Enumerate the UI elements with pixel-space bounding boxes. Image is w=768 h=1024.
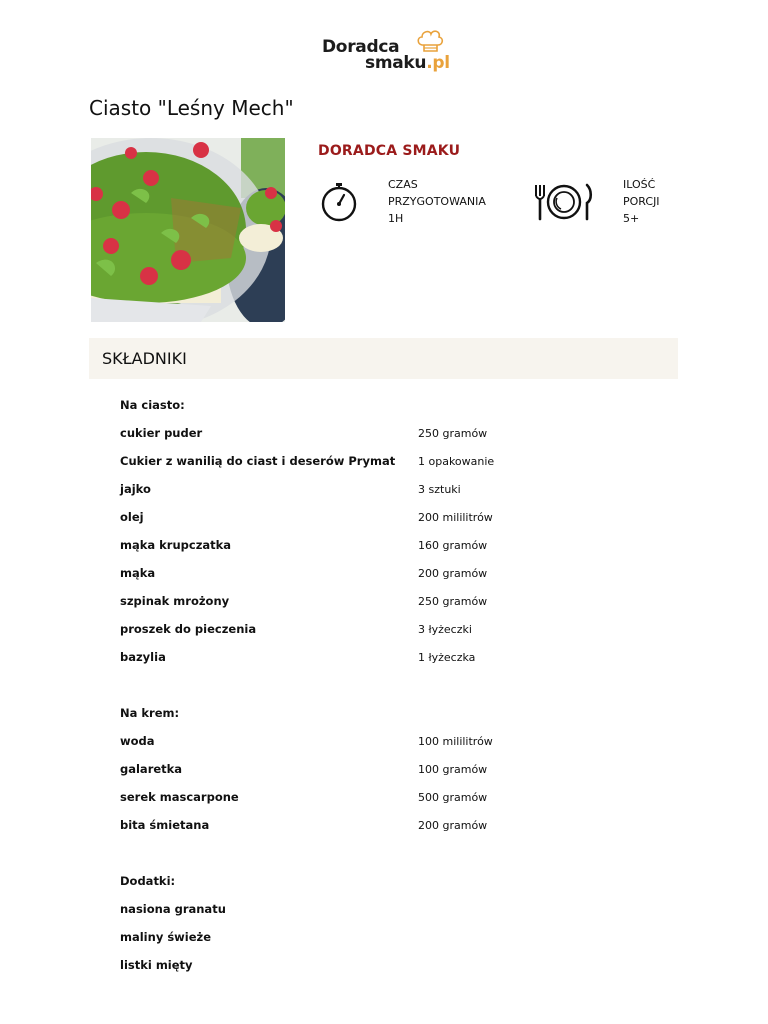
portions-stat (623, 176, 660, 227)
prep-time-label-1: CZAS (388, 178, 418, 191)
ingredient-amount: 3 łyżeczki (418, 623, 472, 636)
ingredient-amount: 160 gramów (418, 539, 488, 552)
ingredient-name: woda (120, 734, 155, 748)
ingredient-row (120, 952, 680, 980)
ingredient-row (120, 728, 680, 756)
ingredient-name: Cukier z wanilią do ciast i deserów Prymat (120, 454, 396, 468)
ingredient-name: szpinak mrożony (120, 594, 230, 608)
ingredient-row (120, 784, 680, 812)
ingredient-row (120, 532, 680, 560)
ingredient-row (120, 448, 680, 476)
ingredient-name: mąka (120, 566, 156, 580)
ingredient-group-title-row (120, 868, 680, 896)
portions-label-1: ILOŚĆ (623, 178, 656, 191)
ingredient-name: cukier puder (120, 426, 203, 440)
ingredient-amount: 1 opakowanie (418, 455, 495, 468)
ingredient-amount: 200 gramów (418, 819, 488, 832)
chef-hat-icon (416, 28, 444, 54)
ingredient-group-title: Dodatki: (120, 874, 176, 888)
ingredient-name: listki mięty (120, 958, 193, 972)
ingredient-name: jajko (120, 482, 151, 496)
group-spacer (120, 840, 680, 868)
ingredients-header (89, 338, 678, 379)
ingredient-group-title: Na krem: (120, 706, 180, 720)
ingredients-list (120, 392, 680, 980)
logo-suffix: .pl (426, 53, 450, 73)
ingredient-amount: 1 łyżeczka (418, 651, 476, 664)
recipe-photo (91, 138, 285, 322)
ingredients-heading: SKŁADNIKI (102, 349, 187, 368)
ingredient-amount: 100 mililitrów (418, 735, 493, 748)
ingredient-amount: 200 gramów (418, 567, 488, 580)
ingredient-row (120, 812, 680, 840)
group-spacer (120, 672, 680, 700)
ingredient-group-title-row (120, 700, 680, 728)
ingredient-row (120, 896, 680, 924)
ingredient-amount: 500 gramów (418, 791, 488, 804)
ingredient-row (120, 504, 680, 532)
ingredient-row (120, 420, 680, 448)
recipe-title: Ciasto "Leśny Mech" (89, 96, 294, 120)
ingredient-name: bita śmietana (120, 818, 210, 832)
ingredient-group-title-row (120, 392, 680, 420)
ingredient-amount: 250 gramów (418, 427, 488, 440)
ingredient-amount: 250 gramów (418, 595, 488, 608)
logo-text-line2: smaku.pl (365, 53, 450, 73)
ingredient-name: serek mascarpone (120, 790, 239, 804)
ingredient-row (120, 616, 680, 644)
prep-time-stat (388, 176, 486, 227)
ingredient-row (120, 644, 680, 672)
ingredient-name: proszek do pieczenia (120, 622, 257, 636)
ingredient-amount: 100 gramów (418, 763, 488, 776)
ingredient-name: mąka krupczatka (120, 538, 232, 552)
site-logo[interactable] (322, 28, 452, 74)
ingredient-group-title: Na ciasto: (120, 398, 185, 412)
ingredient-row (120, 588, 680, 616)
ingredient-name: maliny świeże (120, 930, 212, 944)
brand-label: DORADCA SMAKU (318, 143, 461, 159)
prep-time-value: 1H (388, 212, 404, 225)
portions-label-2: PORCJI (623, 195, 660, 208)
ingredient-row (120, 924, 680, 952)
portions-value: 5+ (623, 212, 640, 225)
ingredient-amount: 200 mililitrów (418, 511, 493, 524)
ingredient-row (120, 476, 680, 504)
stopwatch-icon (320, 182, 358, 222)
ingredient-row (120, 560, 680, 588)
ingredient-name: bazylia (120, 650, 166, 664)
ingredient-name: nasiona granatu (120, 902, 226, 916)
logo-text-line1: Doradca (322, 37, 400, 57)
ingredient-row (120, 756, 680, 784)
ingredient-name: galaretka (120, 762, 183, 776)
plate-cutlery-icon (533, 182, 593, 222)
ingredient-name: olej (120, 510, 144, 524)
prep-time-label-2: PRZYGOTOWANIA (388, 195, 486, 208)
ingredient-amount: 3 sztuki (418, 483, 461, 496)
